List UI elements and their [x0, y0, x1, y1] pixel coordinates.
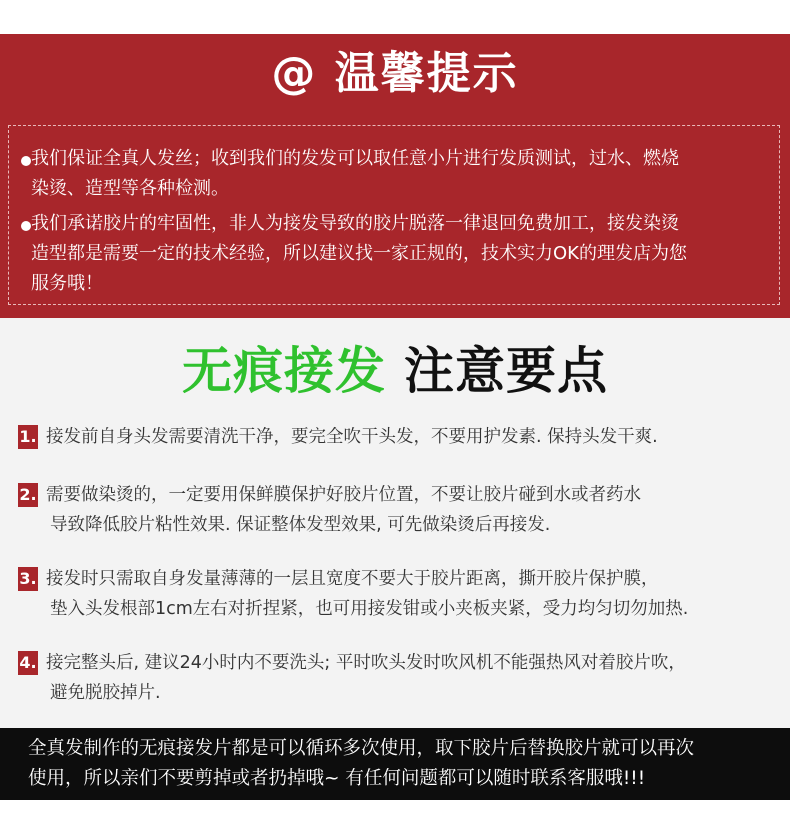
tip-line: 染烫、造型等各种检测。 — [31, 178, 229, 199]
bullet-icon — [21, 221, 31, 231]
step-text: 接完整头后, 建议24小时内不要洗头; 平时吹头发时吹风机不能强热风对着胶片吹， — [46, 653, 686, 673]
top-margin — [0, 0, 790, 34]
warm-tips-box — [8, 125, 780, 305]
step-text: 避免脱胶掉片. — [50, 683, 161, 703]
warm-tips-title: @ 温馨提示 — [271, 48, 519, 99]
tip-line: 我们保证全真人发丝；收到我们的发发可以取任意小片进行发质测试，过水、燃烧 — [31, 148, 679, 169]
footer-text: 全真发制作的无痕接发片都是可以循环多次使用，取下胶片后替换胶片就可以再次 — [28, 738, 695, 759]
tip-item-guarantee — [31, 209, 771, 299]
step-number-badge: 3. — [18, 567, 38, 591]
step-number-badge: 2. — [18, 483, 38, 507]
step-number-badge: 1. — [18, 425, 38, 449]
step-text: 导致降低胶片粘性效果. 保证整体发型效果, 可先做染烫后再接发. — [50, 515, 551, 535]
cautions-title-black: 注意要点 — [404, 342, 608, 400]
footer-banner — [0, 728, 790, 800]
tip-item-quality — [31, 144, 771, 204]
step-text: 接发时只需取自身发量薄薄的一层且宽度不要大于胶片距离，撕开胶片保护膜， — [46, 569, 659, 589]
tip-line: 我们承诺胶片的牢固性，非人为接发导致的胶片脱落一律退回免费加工，接发染烫 — [31, 213, 679, 234]
step-text: 垫入头发根部1cm左右对折捏紧，也可用接发钳或小夹板夹紧，受力均匀切勿加热. — [50, 599, 689, 619]
step-text: 接发前自身头发需要清洗干净，要完全吹干头发，不要用护发素. 保持头发干爽. — [46, 427, 658, 447]
tip-line: 造型都是需要一定的技术经验，所以建议找一家正规的，技术实力OK的理发店为您 — [31, 243, 687, 264]
tip-line: 服务哦！ — [31, 273, 103, 294]
bottom-margin — [0, 800, 790, 834]
footer-text: 使用，所以亲们不要剪掉或者扔掉哦~ 有任何问题都可以随时联系客服哦!!! — [28, 768, 646, 789]
step-text: 需要做染烫的，一定要用保鲜膜保护好胶片位置，不要让胶片碰到水或者药水 — [46, 485, 641, 505]
cautions-title — [0, 336, 790, 406]
step-number-badge: 4. — [18, 651, 38, 675]
cautions-title-green: 无痕接发 — [182, 342, 386, 400]
bullet-icon — [21, 156, 31, 166]
